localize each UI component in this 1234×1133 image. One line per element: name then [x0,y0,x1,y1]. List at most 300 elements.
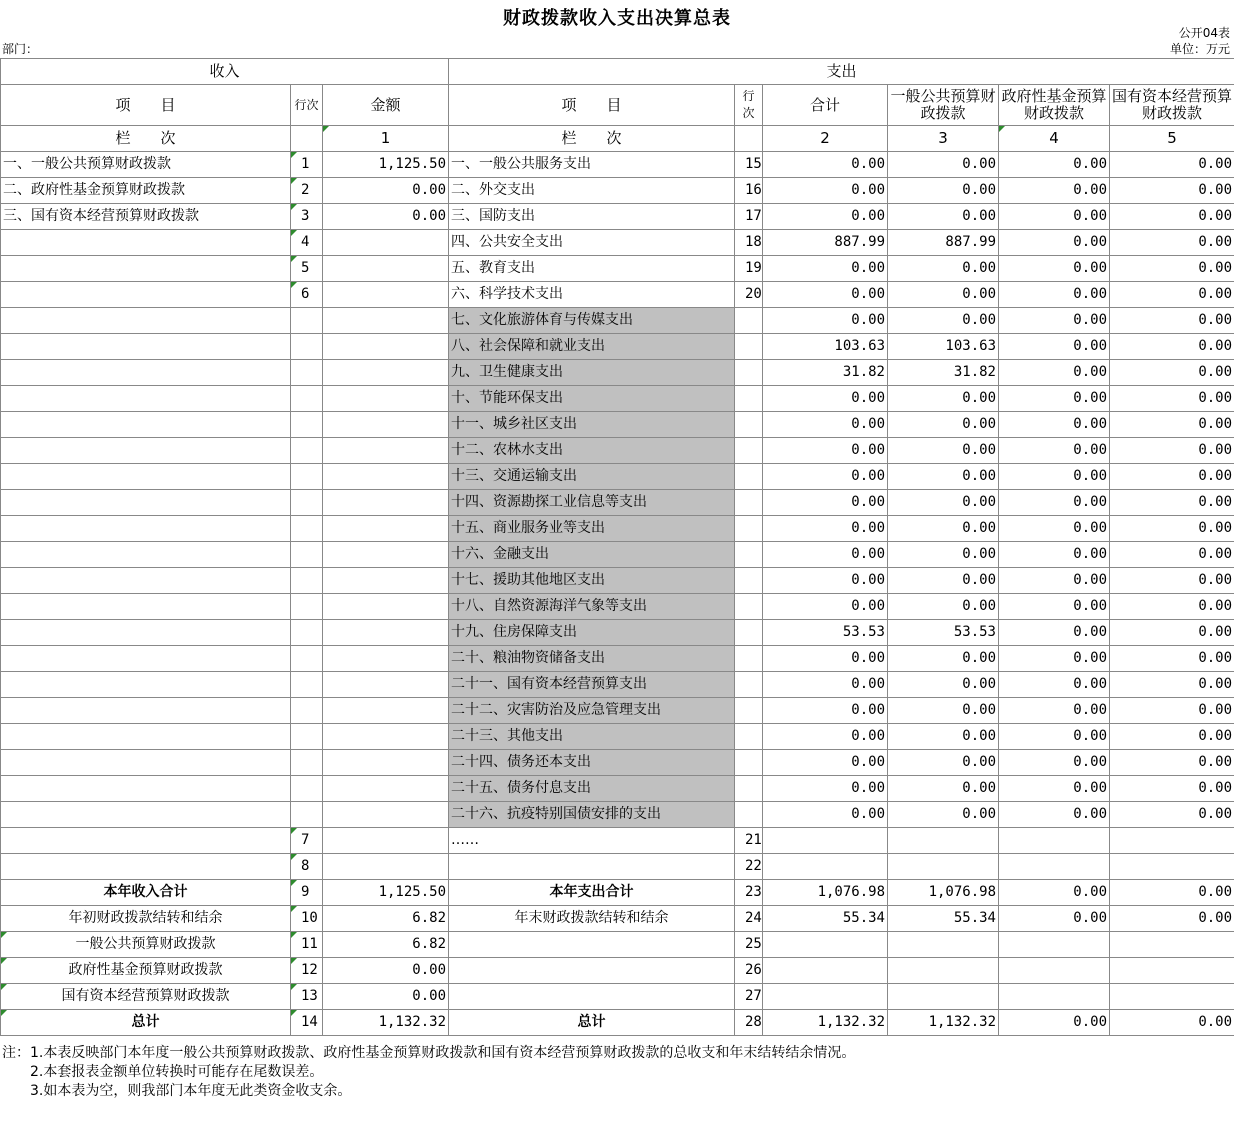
income-amount [323,568,449,594]
income-row-no: 6 [291,282,323,308]
gov-fund-header: 政府性基金预算财政拨款 [999,85,1110,126]
income-item [1,308,291,334]
column-label-expense: 栏 次 [449,126,735,152]
income-row-no [291,802,323,828]
expense-row-no [735,412,763,438]
gov-fund-amount: 0.00 [999,490,1110,516]
state-capital-amount: 0.00 [1110,750,1234,776]
general-budget-amount: 0.00 [888,464,999,490]
table-row [1,958,1234,984]
expense-item: …… [449,828,735,854]
income-amount [323,802,449,828]
income-row-no: 12 [291,958,323,984]
expense-row-no [735,620,763,646]
income-amount: 1,125.50 [323,880,449,906]
table-row [1,360,1234,386]
general-budget-amount [888,854,999,880]
expense-total: 0.00 [763,776,888,802]
table-row [1,152,1234,178]
general-budget-amount: 0.00 [888,282,999,308]
income-item-header: 项 目 [1,85,291,126]
expense-total: 0.00 [763,698,888,724]
gov-fund-amount: 0.00 [999,152,1110,178]
income-amount [323,360,449,386]
expense-total: 0.00 [763,646,888,672]
expense-total: 53.53 [763,620,888,646]
expense-row-no [735,646,763,672]
expense-total: 0.00 [763,464,888,490]
expense-row-no [735,438,763,464]
table-row [1,1010,1234,1036]
state-capital-amount: 0.00 [1110,204,1234,230]
income-row-no [291,698,323,724]
income-amount [323,672,449,698]
income-row-no: 11 [291,932,323,958]
income-item [1,438,291,464]
expense-row-no [735,360,763,386]
state-capital-amount: 0.00 [1110,256,1234,282]
income-row-no [291,308,323,334]
table-row [1,542,1234,568]
expense-header: 支出 [449,59,1234,85]
column-5: 5 [1110,126,1234,152]
report-title: 财政拨款收入支出决算总表 [503,8,731,29]
state-capital-amount: 0.00 [1110,906,1234,932]
gov-fund-amount: 0.00 [999,386,1110,412]
income-row-no: 2 [291,178,323,204]
table-row [1,386,1234,412]
expense-item: 二、外交支出 [449,178,735,204]
expense-total: 0.00 [763,672,888,698]
state-capital-header: 国有资本经营预算财政拨款 [1110,85,1234,126]
income-item [1,256,291,282]
expense-row-no [735,568,763,594]
expense-total: 0.00 [763,568,888,594]
expense-total: 103.63 [763,334,888,360]
expense-total: 31.82 [763,360,888,386]
expense-row-no: 18 [735,230,763,256]
income-amount: 6.82 [323,906,449,932]
state-capital-amount [1110,854,1234,880]
expense-row-no: 21 [735,828,763,854]
expense-row-no [735,776,763,802]
expense-row-no [735,542,763,568]
expense-item: 二十四、债务还本支出 [449,750,735,776]
income-item [1,412,291,438]
gov-fund-amount: 0.00 [999,282,1110,308]
general-budget-amount: 55.34 [888,906,999,932]
table-row [1,308,1234,334]
income-rowno-header: 行次 [291,85,323,126]
income-item: 年初财政拨款结转和结余 [1,906,291,932]
state-capital-amount: 0.00 [1110,282,1234,308]
gov-fund-amount: 0.00 [999,646,1110,672]
state-capital-amount [1110,958,1234,984]
table-row [1,230,1234,256]
income-item [1,516,291,542]
table-row [1,646,1234,672]
expense-row-no: 15 [735,152,763,178]
general-budget-amount: 0.00 [888,776,999,802]
income-header: 收入 [1,59,449,85]
amount-header: 金额 [323,85,449,126]
expense-row-no [735,308,763,334]
gov-fund-amount: 0.00 [999,412,1110,438]
income-row-no: 3 [291,204,323,230]
state-capital-amount [1110,828,1234,854]
expense-item: 二十五、债务付息支出 [449,776,735,802]
income-row-no [291,386,323,412]
income-amount [323,542,449,568]
state-capital-amount: 0.00 [1110,698,1234,724]
expense-total [763,984,888,1010]
gov-fund-amount [999,958,1110,984]
expense-total [763,854,888,880]
gov-fund-amount: 0.00 [999,620,1110,646]
income-row-no: 1 [291,152,323,178]
income-amount [323,230,449,256]
income-item [1,828,291,854]
expense-total: 0.00 [763,490,888,516]
table-row [1,568,1234,594]
income-item [1,802,291,828]
income-amount [323,282,449,308]
general-budget-amount [888,984,999,1010]
income-amount: 0.00 [323,204,449,230]
income-amount [323,620,449,646]
expense-total: 0.00 [763,152,888,178]
gov-fund-amount [999,984,1110,1010]
state-capital-amount: 0.00 [1110,802,1234,828]
expense-item: 十一、城乡社区支出 [449,412,735,438]
state-capital-amount: 0.00 [1110,1010,1234,1036]
income-amount [323,516,449,542]
table-row [1,880,1234,906]
income-row-no [291,724,323,750]
expense-item: 二十六、抗疫特别国债安排的支出 [449,802,735,828]
general-budget-amount [888,932,999,958]
income-row-no [291,620,323,646]
expense-item: 六、科学技术支出 [449,282,735,308]
table-row [1,464,1234,490]
income-item [1,698,291,724]
expense-item: 十九、住房保障支出 [449,620,735,646]
general-budget-amount: 53.53 [888,620,999,646]
state-capital-amount: 0.00 [1110,490,1234,516]
income-row-no [291,646,323,672]
expense-row-no: 26 [735,958,763,984]
income-item: 一般公共预算财政拨款 [1,932,291,958]
form-code: 公开04表 [1178,26,1230,40]
income-amount [323,334,449,360]
income-amount: 0.00 [323,958,449,984]
income-row-no [291,594,323,620]
general-budget-amount: 1,076.98 [888,880,999,906]
expense-row-no: 25 [735,932,763,958]
expense-row-no: 27 [735,984,763,1010]
income-amount [323,750,449,776]
income-row-no [291,464,323,490]
income-row-no: 10 [291,906,323,932]
general-budget-amount: 0.00 [888,152,999,178]
general-budget-header: 一般公共预算财政拨款 [888,85,999,126]
expense-item: 总计 [449,1010,735,1036]
income-row-no [291,412,323,438]
income-item: 政府性基金预算财政拨款 [1,958,291,984]
table-row [1,256,1234,282]
state-capital-amount: 0.00 [1110,620,1234,646]
column-blank [291,126,323,152]
expense-item: 十五、商业服务业等支出 [449,516,735,542]
state-capital-amount: 0.00 [1110,438,1234,464]
table-row [1,490,1234,516]
expense-item: 三、国防支出 [449,204,735,230]
expense-item: 十七、援助其他地区支出 [449,568,735,594]
gov-fund-amount: 0.00 [999,776,1110,802]
income-amount [323,776,449,802]
income-row-no [291,438,323,464]
expense-row-no [735,386,763,412]
state-capital-amount [1110,984,1234,1010]
income-amount [323,308,449,334]
expense-row-no [735,334,763,360]
expense-row-no [735,464,763,490]
expense-total: 0.00 [763,204,888,230]
gov-fund-amount: 0.00 [999,1010,1110,1036]
state-capital-amount: 0.00 [1110,412,1234,438]
gov-fund-amount: 0.00 [999,724,1110,750]
income-row-no [291,776,323,802]
expense-total: 0.00 [763,386,888,412]
income-amount [323,646,449,672]
gov-fund-amount: 0.00 [999,880,1110,906]
notes [2,1044,855,1101]
expense-total: 0.00 [763,308,888,334]
income-item [1,282,291,308]
income-item: 总计 [1,1010,291,1036]
expense-row-no: 16 [735,178,763,204]
gov-fund-amount: 0.00 [999,698,1110,724]
expense-item [449,932,735,958]
income-item [1,776,291,802]
expense-row-no [735,750,763,776]
column-4: 4 [999,126,1110,152]
income-item [1,620,291,646]
note-1: 注：1.本表反映部门本年度一般公共预算财政拨款、政府性基金预算财政拨款和国有资本经营预算财政拨款的总收支和年末结转结余情况。 [2,1045,856,1061]
income-amount [323,724,449,750]
general-budget-amount: 0.00 [888,516,999,542]
gov-fund-amount: 0.00 [999,256,1110,282]
general-budget-amount: 0.00 [888,594,999,620]
general-budget-amount: 0.00 [888,724,999,750]
income-amount [323,256,449,282]
expense-total: 0.00 [763,178,888,204]
income-amount: 0.00 [323,984,449,1010]
expense-item [449,854,735,880]
table-row [1,204,1234,230]
table-row [1,932,1234,958]
gov-fund-amount: 0.00 [999,438,1110,464]
expense-item-header: 项 目 [449,85,735,126]
general-budget-amount: 0.00 [888,386,999,412]
income-amount [323,698,449,724]
column-label-income: 栏 次 [1,126,291,152]
unit-label: 单位：万元 [1169,42,1230,56]
table-row [1,802,1234,828]
expense-row-no: 22 [735,854,763,880]
note-2: 2.本套报表金额单位转换时可能存在尾数误差。 [2,1064,324,1080]
state-capital-amount: 0.00 [1110,776,1234,802]
expense-total: 1,132.32 [763,1010,888,1036]
income-row-no: 9 [291,880,323,906]
expense-item [449,984,735,1010]
state-capital-amount: 0.00 [1110,516,1234,542]
income-amount [323,464,449,490]
budget-table [0,58,1234,1036]
income-amount: 6.82 [323,932,449,958]
table-row [1,698,1234,724]
expense-total [763,932,888,958]
column-2: 2 [763,126,888,152]
table-row [1,438,1234,464]
income-row-no [291,568,323,594]
expense-row-no: 28 [735,1010,763,1036]
general-budget-amount: 0.00 [888,412,999,438]
expense-total: 0.00 [763,516,888,542]
expense-row-no: 20 [735,282,763,308]
expense-item [449,958,735,984]
department-label: 部门： [2,42,39,56]
gov-fund-amount: 0.00 [999,672,1110,698]
expense-total: 0.00 [763,750,888,776]
expense-row-no: 24 [735,906,763,932]
expense-row-no [735,672,763,698]
expense-total: 887.99 [763,230,888,256]
expense-item: 五、教育支出 [449,256,735,282]
income-item [1,464,291,490]
income-item [1,854,291,880]
general-budget-amount: 0.00 [888,750,999,776]
income-item: 一、一般公共预算财政拨款 [1,152,291,178]
gov-fund-amount: 0.00 [999,906,1110,932]
state-capital-amount: 0.00 [1110,672,1234,698]
general-budget-amount: 0.00 [888,256,999,282]
expense-item: 十二、农林水支出 [449,438,735,464]
gov-fund-amount [999,854,1110,880]
gov-fund-amount: 0.00 [999,542,1110,568]
state-capital-amount: 0.00 [1110,880,1234,906]
expense-item: 十八、自然资源海洋气象等支出 [449,594,735,620]
gov-fund-amount [999,828,1110,854]
state-capital-amount [1110,932,1234,958]
expense-row-no: 19 [735,256,763,282]
income-item [1,490,291,516]
state-capital-amount: 0.00 [1110,152,1234,178]
table-row [1,282,1234,308]
state-capital-amount: 0.00 [1110,594,1234,620]
income-item [1,386,291,412]
gov-fund-amount: 0.00 [999,334,1110,360]
expense-item: 二十一、国有资本经营预算支出 [449,672,735,698]
gov-fund-amount: 0.00 [999,360,1110,386]
expense-item: 年末财政拨款结转和结余 [449,906,735,932]
income-amount [323,386,449,412]
expense-total: 0.00 [763,282,888,308]
expense-total: 0.00 [763,802,888,828]
expense-item: 二十三、其他支出 [449,724,735,750]
gov-fund-amount: 0.00 [999,464,1110,490]
column-blank [735,126,763,152]
income-row-no [291,542,323,568]
expense-item: 四、公共安全支出 [449,230,735,256]
general-budget-amount: 31.82 [888,360,999,386]
income-row-no: 14 [291,1010,323,1036]
general-budget-amount: 0.00 [888,672,999,698]
income-amount [323,854,449,880]
general-budget-amount [888,958,999,984]
expense-total: 0.00 [763,542,888,568]
income-row-no: 5 [291,256,323,282]
income-item [1,230,291,256]
table-row [1,906,1234,932]
expense-row-no [735,802,763,828]
state-capital-amount: 0.00 [1110,230,1234,256]
income-item [1,542,291,568]
income-item: 二、政府性基金预算财政拨款 [1,178,291,204]
general-budget-amount: 0.00 [888,490,999,516]
general-budget-amount: 0.00 [888,698,999,724]
gov-fund-amount: 0.00 [999,178,1110,204]
income-item [1,646,291,672]
general-budget-amount: 0.00 [888,542,999,568]
table-row [1,750,1234,776]
income-row-no: 4 [291,230,323,256]
income-row-no [291,490,323,516]
state-capital-amount: 0.00 [1110,334,1234,360]
expense-item: 十、节能环保支出 [449,386,735,412]
table-row [1,828,1234,854]
state-capital-amount: 0.00 [1110,386,1234,412]
income-amount [323,594,449,620]
gov-fund-amount: 0.00 [999,568,1110,594]
income-item [1,334,291,360]
gov-fund-amount: 0.00 [999,802,1110,828]
income-amount: 1,132.32 [323,1010,449,1036]
expense-total [763,958,888,984]
table-row [1,178,1234,204]
table-row [1,672,1234,698]
general-budget-amount: 103.63 [888,334,999,360]
income-row-no [291,750,323,776]
income-amount [323,490,449,516]
expense-total: 1,076.98 [763,880,888,906]
expense-row-no [735,594,763,620]
expense-item: 八、社会保障和就业支出 [449,334,735,360]
expense-row-no: 23 [735,880,763,906]
expense-total: 55.34 [763,906,888,932]
table-row [1,334,1234,360]
gov-fund-amount: 0.00 [999,750,1110,776]
income-amount: 0.00 [323,178,449,204]
income-row-no [291,672,323,698]
income-item [1,724,291,750]
income-item [1,360,291,386]
table-row [1,984,1234,1010]
table-row [1,412,1234,438]
general-budget-amount: 0.00 [888,568,999,594]
income-row-no [291,360,323,386]
general-budget-amount: 1,132.32 [888,1010,999,1036]
